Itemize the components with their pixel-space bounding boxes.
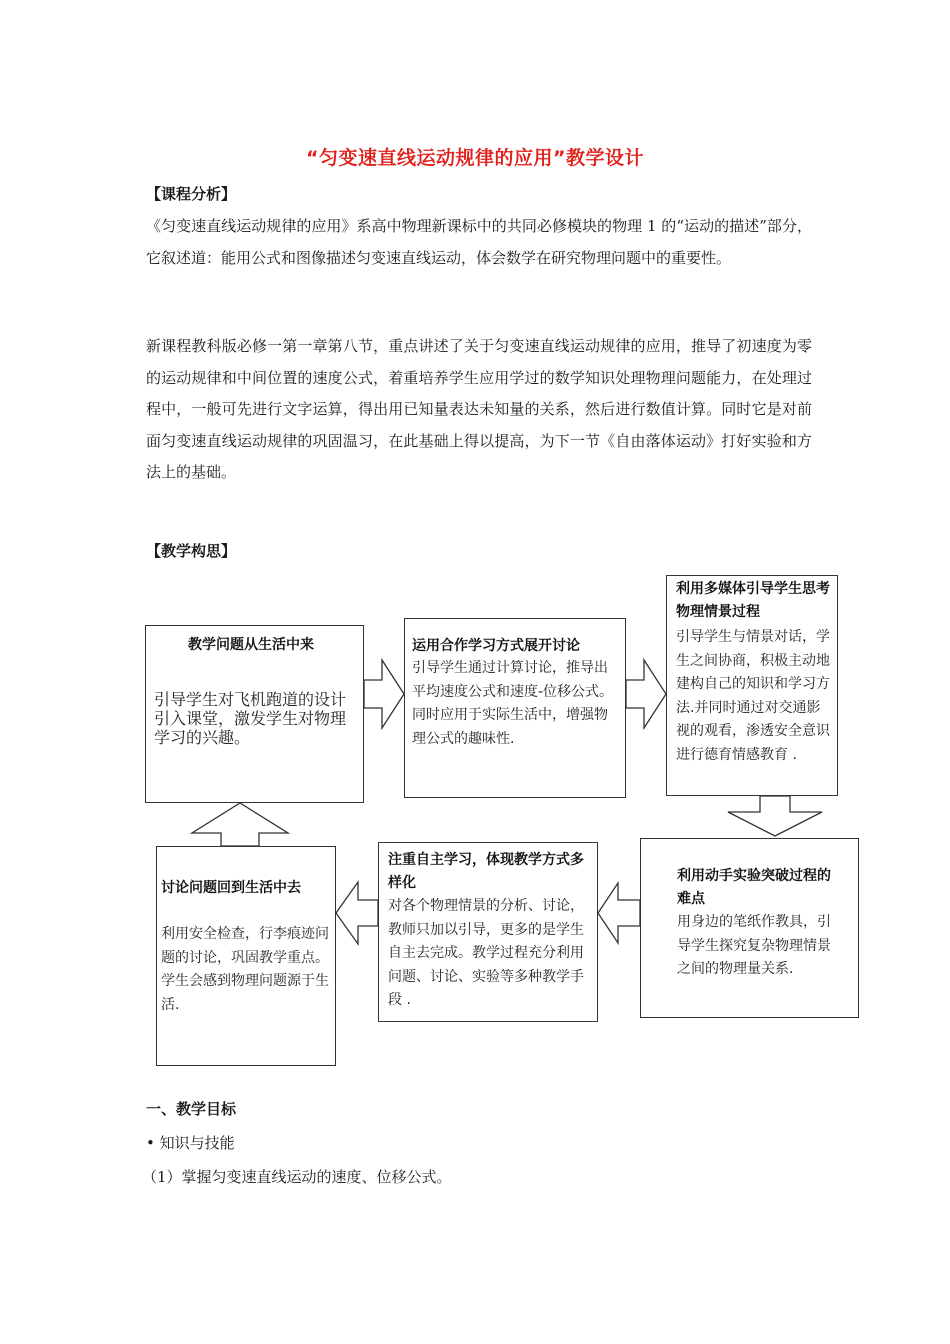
- flow-box-5: [378, 842, 598, 1022]
- flow-box-5-body: 对各个物理情景的分析、讨论，教师只加以引导，更多的是学生自主去完成。教学过程充分利用问题、讨论、实验等多种教学手段 .: [388, 898, 584, 1008]
- page-title: “匀变速直线运动规律的应用”教学设计: [306, 147, 644, 169]
- flow-box-6: [156, 846, 336, 1066]
- arrow-box6-to-box1: [192, 803, 288, 846]
- flow-box-6-title: 讨论问题回到生活中去: [161, 880, 301, 896]
- arrow-box4-to-box5: [598, 883, 640, 943]
- flow-box-2-body: 引导学生通过计算讨论，推导出平均速度公式和速度-位移公式。同时应用于实际生活中，增强物理公式的趣味性.: [412, 660, 614, 747]
- flow-box-1-title: 教学问题从生活中来: [188, 637, 314, 653]
- flow-box-3: [666, 575, 838, 796]
- section-heading-teaching-idea: 【教学构思】: [146, 542, 237, 560]
- arrow-box3-to-box4: [728, 796, 822, 836]
- flow-box-1-body: 引导学生对飞机跑道的设计引入课堂，激发学生对物理学习的兴趣。: [154, 690, 347, 747]
- flow-box-2: [404, 618, 626, 798]
- flow-box-5-title: 注重自主学习，体现教学方式多样化: [388, 852, 584, 891]
- flow-box-2-title: 运用合作学习方式展开讨论: [412, 638, 580, 654]
- flow-box-6-body: 利用安全检查，行李痕迹问题的讨论，巩固教学重点。学生会感到物理问题源于生活.: [161, 926, 329, 1013]
- flow-box-3-body: 引导学生与情景对话，学生之间协商，积极主动地建构自己的知识和学习方法.并同时通过对交通影视的观看，渗透安全意识进行德育情感教育 .: [676, 629, 830, 763]
- flow-box-4-body: 用身边的笔纸作教具，引导学生探究复杂物理情景之间的物理量关系.: [677, 914, 831, 977]
- flow-box-3-title: 利用多媒体引导学生思考物理情景过程: [676, 581, 830, 620]
- flow-box-1: [145, 625, 364, 803]
- section-heading-teaching-goals: 一、教学目标: [146, 1100, 237, 1118]
- section-heading-course-analysis: 【课程分析】: [146, 185, 237, 203]
- paragraph-course-analysis-2: 新课程教科版必修一第一章第八节，重点讲述了关于匀变速直线运动规律的应用，推导了初速度为零的运动规律和中间位置的速度公式，着重培养学生应用学过的数学知识处理物理问题能力，在处理过程中，一般可先进行文字运算，得出用已知量表达未知量的关系，然后进行数值计算。同时它是对前面匀变速直线运动规律的巩固温习，在此基础上得以提高，为下一节《自由落体运动》打好实验和方法上的基础。: [146, 337, 812, 481]
- paragraph-course-analysis-1: 《匀变速直线运动规律的应用》系高中物理新课标中的共同必修模块的物理 1 的“运动的描述”部分，它叙述道：能用公式和图像描述匀变速直线运动，体会数学在研究物理问题中的重要性。: [146, 217, 812, 267]
- arrow-box1-to-box2: [364, 660, 404, 728]
- goal-item-1: （1）掌握匀变速直线运动的速度、位移公式。: [142, 1168, 452, 1186]
- bullet-knowledge-skills: • 知识与技能: [146, 1134, 235, 1152]
- flow-box-4-title: 利用动手实验突破过程的难点: [677, 868, 831, 907]
- arrow-box2-to-box3: [626, 660, 666, 728]
- flow-box-4: [640, 838, 859, 1018]
- arrow-box5-to-box6: [336, 882, 378, 944]
